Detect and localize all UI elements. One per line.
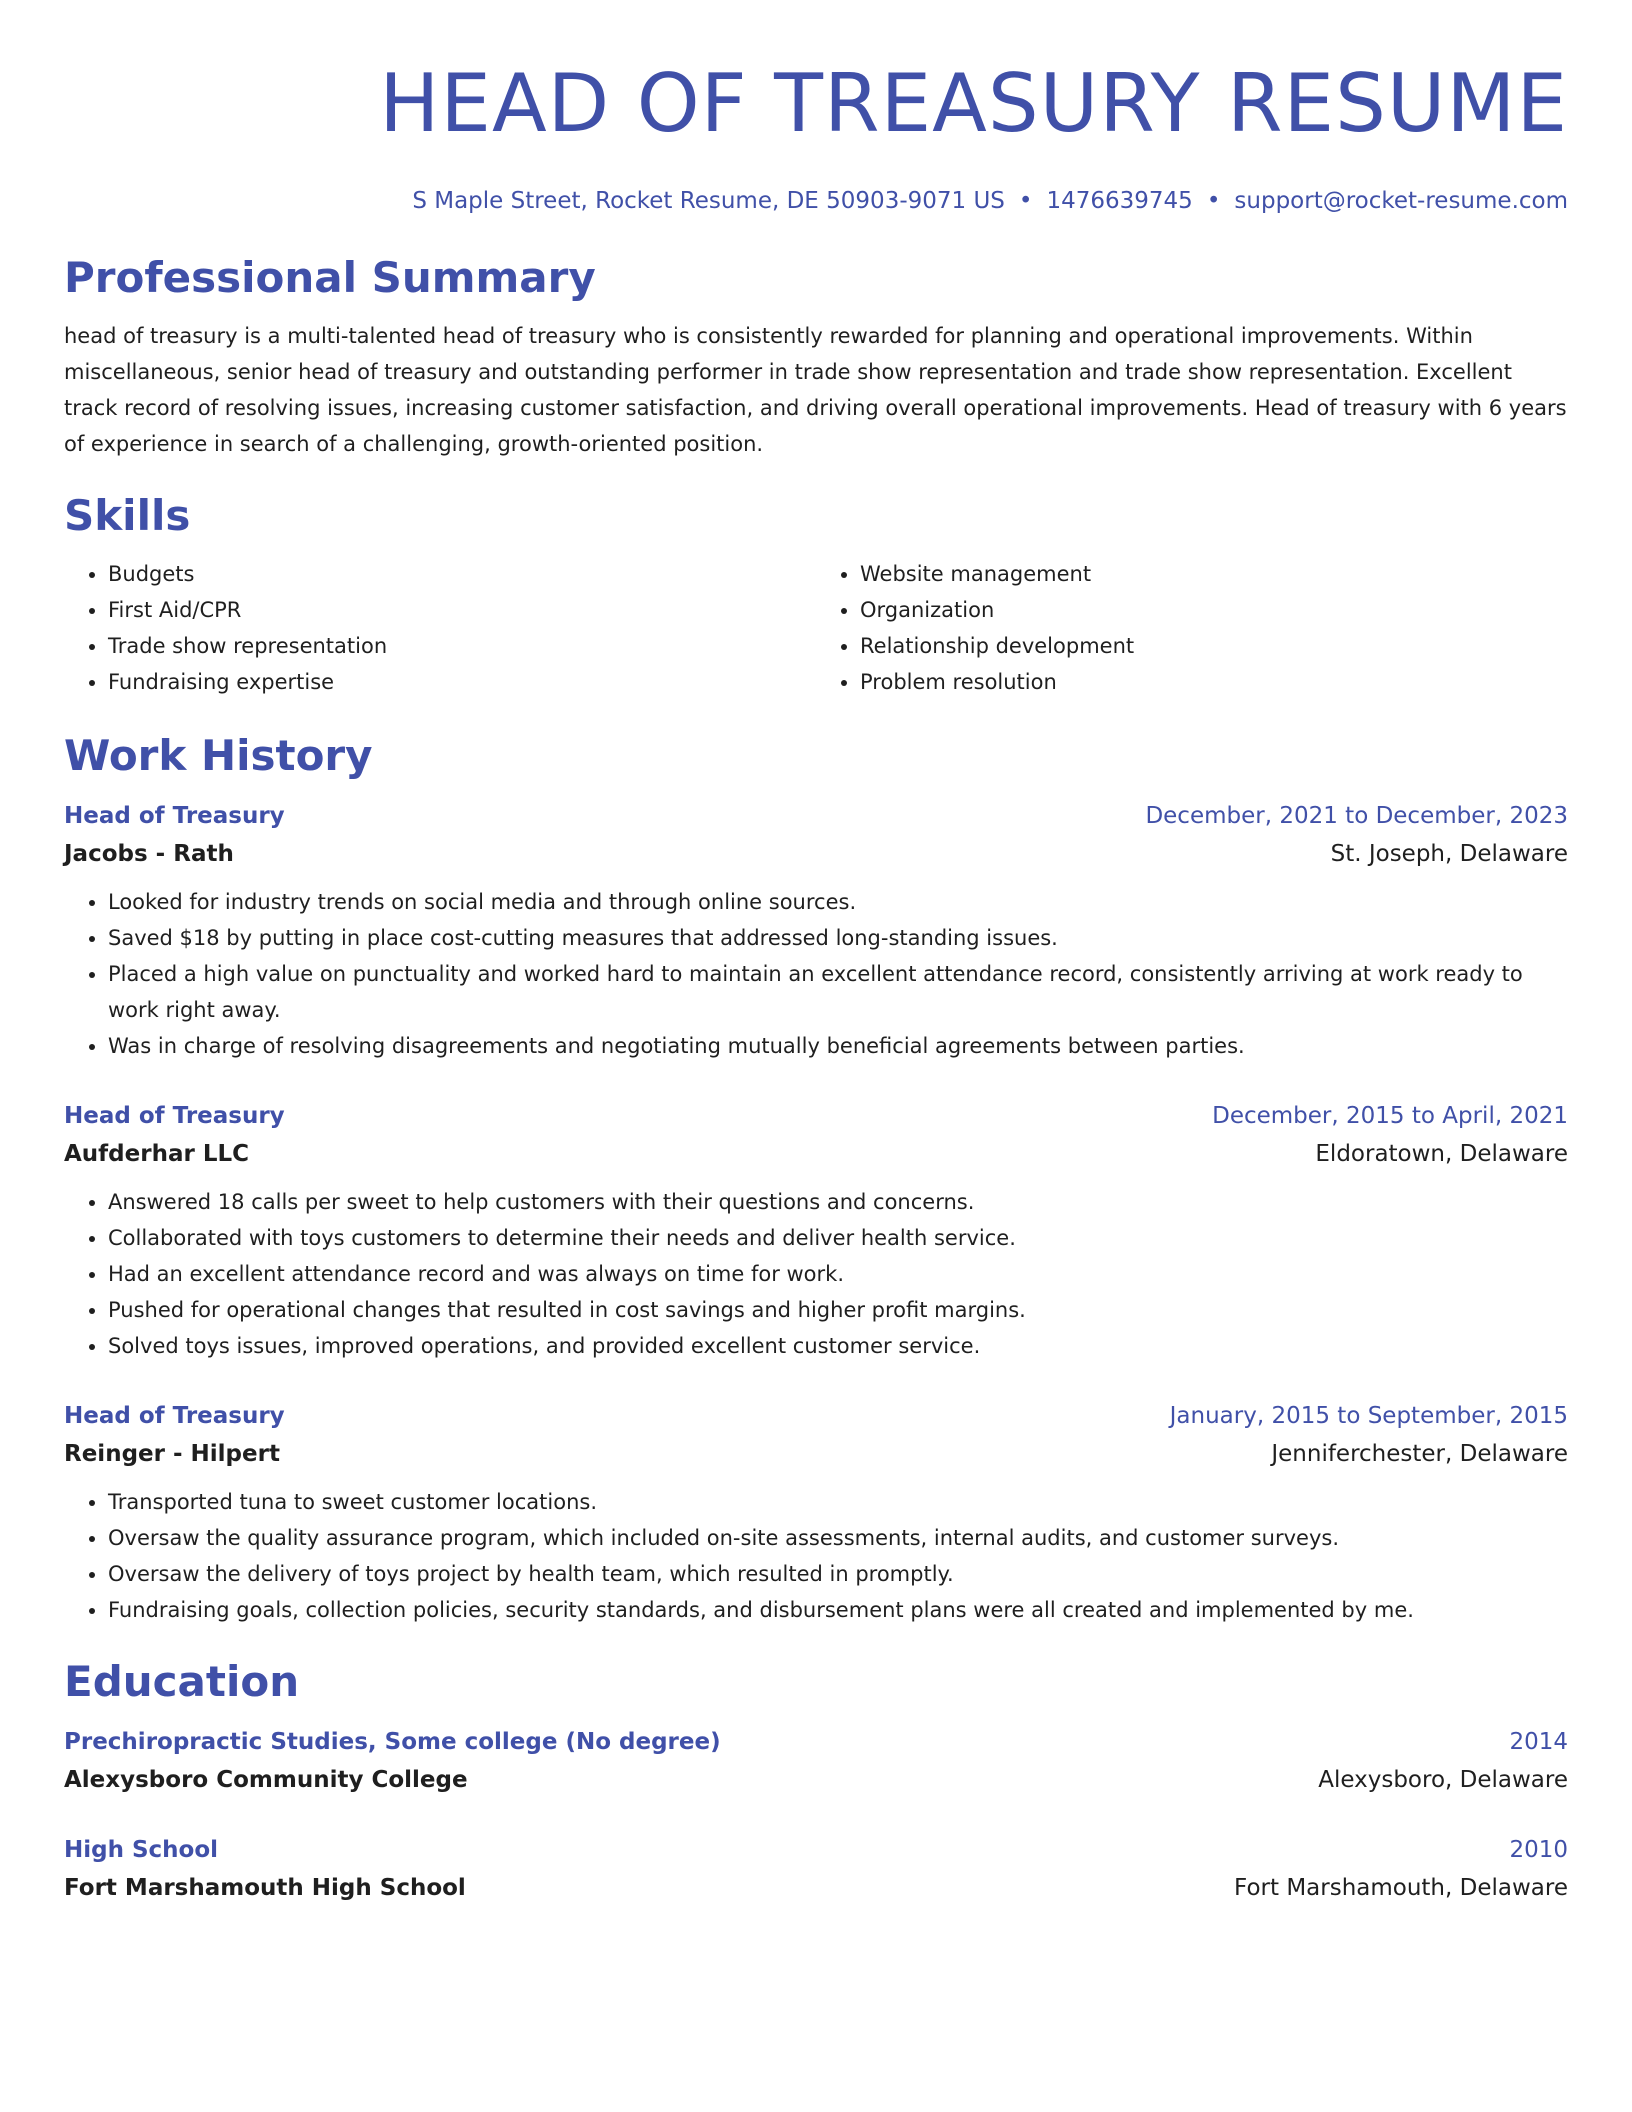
education-degree: Prechiropractic Studies, Some college (No degree) [64,1729,721,1755]
contact-line [64,186,1568,216]
job-dates: January, 2015 to September, 2015 [1169,1403,1568,1429]
job-title: Head of Treasury [64,1403,285,1429]
contact-address: S Maple Street, Rocket Resume, DE 50903-9071 US [412,188,1005,214]
job-dates: December, 2021 to December, 2023 [1145,803,1568,829]
resume-title: HEAD OF TREASURY RESUME [379,57,1568,150]
job-bullet: • Solved toys issues, improved operations, and provided excellent customer service. [108,1328,1568,1364]
job-entry [64,798,1568,1064]
job-bullet: • Looked for industry trends on social media and through online sources. [108,884,1568,920]
education-location: Fort Marshamouth, Delaware [1234,1875,1568,1901]
section-title-education: Education [64,1657,300,1706]
job-bullet: • Pushed for operational changes that resulted in cost savings and higher profit margins. [108,1292,1568,1328]
education-school: Fort Marshamouth High School [64,1875,466,1901]
skill-item: • Relationship development [860,628,1568,664]
education-entry [64,1724,1568,1800]
job-title: Head of Treasury [64,1103,285,1129]
education-school-row [64,1760,1568,1800]
education-location: Alexysboro, Delaware [1318,1767,1568,1793]
skills-section [64,490,1568,700]
job-bullets [64,1484,1568,1628]
skills-list-right [816,556,1568,700]
education-header-row [64,1832,1568,1868]
job-company-row [64,1434,1568,1474]
job-bullets [64,884,1568,1064]
job-dates: December, 2015 to April, 2021 [1212,1103,1568,1129]
job-entry [64,1398,1568,1628]
job-company: Reinger - Hilpert [64,1441,280,1467]
work-history-section [64,730,1568,1628]
skills-columns [64,556,1568,700]
job-bullet: • Oversaw the delivery of toys project by health team, which resulted in promptly. [108,1556,1568,1592]
contact-phone: 1476639745 [1046,188,1193,214]
job-company: Aufderhar LLC [64,1141,250,1167]
job-company-row [64,834,1568,874]
job-company-row [64,1134,1568,1174]
job-bullet: • Collaborated with toys customers to determine their needs and deliver health service. [108,1220,1568,1256]
contact-separator: • [1018,188,1033,214]
skill-item: • Problem resolution [860,664,1568,700]
education-school: Alexysboro Community College [64,1767,468,1793]
job-bullet: • Transported tuna to sweet customer locations. [108,1484,1568,1520]
education-entry [64,1832,1568,1908]
job-bullet: • Oversaw the quality assurance program, which included on-site assessments, internal audits, and customer surveys. [108,1520,1568,1556]
section-title-summary: Professional Summary [64,253,596,302]
job-header-row [64,798,1568,834]
job-bullet: • Answered 18 calls per sweet to help customers with their questions and concerns. [108,1184,1568,1220]
job-company: Jacobs - Rath [64,841,234,867]
skill-item: • Fundraising expertise [108,664,816,700]
job-bullet: • Placed a high value on punctuality and worked hard to maintain an excellent attendance record, consistently arriving at work ready to work right away. [108,956,1568,1028]
job-header-row [64,1098,1568,1134]
job-location: St. Joseph, Delaware [1330,841,1568,867]
job-bullets [64,1184,1568,1364]
job-bullet: • Fundraising goals, collection policies, security standards, and disbursement plans were all created and implemented by me. [108,1592,1568,1628]
skill-item: • First Aid/CPR [108,592,816,628]
contact-email[interactable]: support@rocket-resume.com [1234,188,1568,214]
skill-item: • Budgets [108,556,816,592]
skills-list-left [64,556,816,700]
skill-item: • Website management [860,556,1568,592]
education-year: 2014 [1509,1729,1568,1755]
job-location: Jenniferchester, Delaware [1271,1441,1568,1467]
job-bullet: • Had an excellent attendance record and was always on time for work. [108,1256,1568,1292]
skill-item: • Trade show representation [108,628,816,664]
job-location: Eldoratown, Delaware [1315,1141,1568,1167]
job-title: Head of Treasury [64,803,285,829]
education-year: 2010 [1509,1837,1568,1863]
education-section [64,1656,1568,1908]
education-header-row [64,1724,1568,1760]
contact-separator: • [1206,188,1221,214]
summary-text: head of treasury is a multi-talented head of treasury who is consistently rewarded for planning and operational improvements. Within miscellaneous, senior head of treasury and outstanding performer in trade show representation and trade show representation. Excellent track record of resolving issues, increasing customer satisfaction, and driving overall operational improvements. Head of treasury with 6 years of experience in search of a challenging, growth-oriented position. [64,324,1567,456]
education-degree: High School [64,1837,219,1863]
job-bullet: • Saved $18 by putting in place cost-cutting measures that addressed long-standing issues. [108,920,1568,956]
job-bullet: • Was in charge of resolving disagreements and negotiating mutually beneficial agreements between parties. [108,1028,1568,1064]
education-school-row [64,1868,1568,1908]
skill-item: • Organization [860,592,1568,628]
section-title-work-history: Work History [64,731,373,780]
job-header-row [64,1398,1568,1434]
summary-section [64,252,1568,462]
section-title-skills: Skills [64,491,191,540]
job-entry [64,1098,1568,1364]
